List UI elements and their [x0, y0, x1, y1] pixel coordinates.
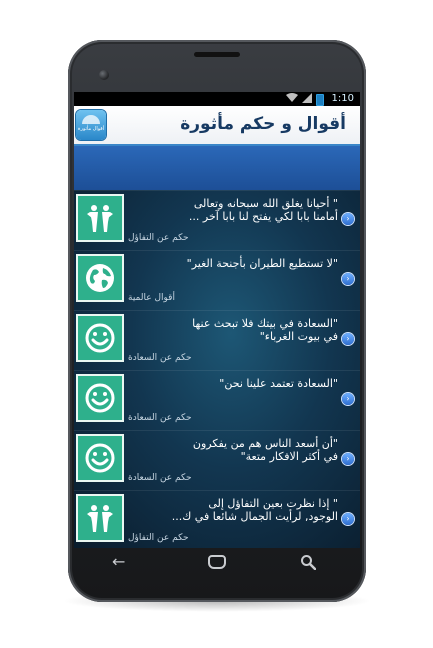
system-nav-bar [74, 548, 360, 578]
chevron-right-icon[interactable]: › [342, 213, 354, 225]
item-thumbnail [76, 434, 124, 482]
app-logo-text: أقوال مأثورة [77, 126, 105, 132]
speaker-grille [194, 52, 240, 57]
header-banner [74, 146, 360, 190]
quote-category: أقوال عالمية [128, 293, 175, 303]
quotes-list[interactable] [74, 190, 360, 548]
list-item[interactable] [74, 490, 360, 548]
app-logo[interactable] [76, 110, 106, 140]
signal-icon [302, 93, 312, 106]
people-icon [84, 502, 116, 534]
chevron-right-icon[interactable]: › [342, 453, 354, 465]
app-title: أقوال و حكم مأثورة [180, 114, 346, 134]
smiley-icon [84, 382, 116, 414]
quote-category: حكم عن التفاؤل [128, 233, 189, 243]
list-item[interactable] [74, 370, 360, 431]
phone-frame [68, 40, 366, 602]
quote-category: حكم عن التفاؤل [128, 533, 189, 543]
screen [74, 92, 360, 548]
status-bar [74, 92, 360, 106]
chevron-right-icon[interactable]: › [342, 513, 354, 525]
wifi-icon [286, 93, 298, 106]
item-thumbnail [76, 254, 124, 302]
quote-text: "أن أسعد الناس هم من يفكرون في أكثر الافكار متعة" [192, 437, 338, 463]
quote-text: " أحيانا يغلق الله سبحانه وتعالى أمامنا بابا لكي يفتح لنا بابا آخر ... [188, 197, 338, 223]
search-icon[interactable] [300, 554, 316, 573]
item-thumbnail [76, 314, 124, 362]
item-thumbnail [76, 194, 124, 242]
smiley-icon [84, 442, 116, 474]
list-item[interactable] [74, 190, 360, 251]
quote-text: "السعادة في بيتك فلا تبحث عنها في بيوت الغرباء" [192, 317, 338, 343]
battery-icon [316, 94, 324, 106]
quote-category: حكم عن السعادة [128, 413, 192, 423]
list-item[interactable] [74, 310, 360, 371]
quote-text: " إذا نظرت بعين التفاؤل إلى الوجود, لرأيت الجمال شائعا في ك... [171, 497, 338, 523]
mosque-icon [82, 115, 100, 124]
home-icon[interactable] [208, 555, 226, 569]
quote-category: حكم عن السعادة [128, 473, 192, 483]
quote-text: "السعادة تعتمد علينا نحن" [219, 377, 338, 390]
chevron-right-icon[interactable]: › [342, 393, 354, 405]
chevron-right-icon[interactable]: › [342, 333, 354, 345]
item-thumbnail [76, 494, 124, 542]
back-arrow-icon[interactable]: ← [112, 552, 126, 571]
app-bar [74, 106, 360, 146]
list-item[interactable] [74, 430, 360, 491]
smiley-icon [84, 322, 116, 354]
list-item[interactable] [74, 250, 360, 311]
phone-top-bezel [68, 40, 366, 92]
chevron-right-icon[interactable]: › [342, 273, 354, 285]
people-icon [84, 202, 116, 234]
globe-icon [84, 262, 116, 294]
status-time: 1:10 [331, 93, 354, 104]
quote-category: حكم عن السعادة [128, 353, 192, 363]
item-thumbnail [76, 374, 124, 422]
camera-icon [99, 70, 109, 80]
quote-text: "لا تستطيع الطيران بأجنحة الغير" [186, 257, 338, 270]
